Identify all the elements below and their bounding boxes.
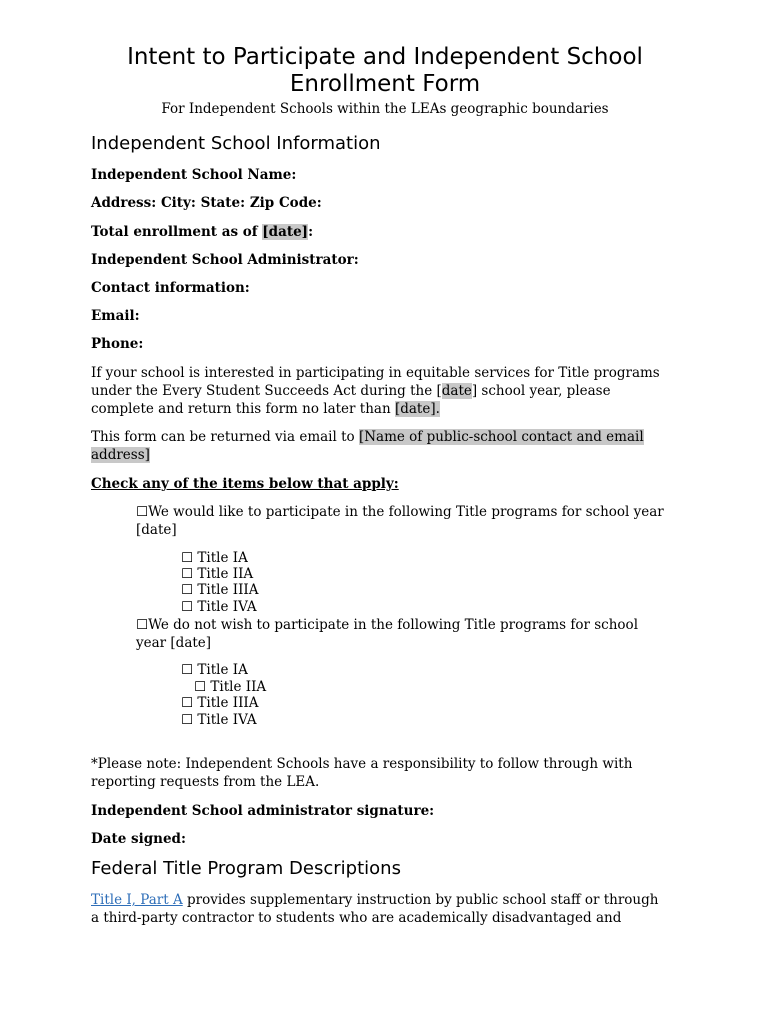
field-administrator: Independent School Administrator:: [91, 252, 359, 268]
participate-checkbox[interactable]: ☐: [136, 504, 149, 520]
participate-label-line-2: [date]: [136, 522, 177, 538]
title-label: Title IA: [197, 662, 248, 678]
contact-placeholder-2: address]: [91, 447, 150, 463]
title-checkbox[interactable]: ☐: [181, 712, 194, 728]
title-checkbox[interactable]: ☐: [194, 679, 207, 695]
note-line-2: reporting requests from the LEA.: [91, 774, 320, 790]
enrollment-suffix: :: [308, 224, 314, 240]
title-checkbox[interactable]: ☐: [181, 662, 194, 678]
desc-line-1-rest: provides supplementary instruction by public school staff or through: [182, 892, 659, 908]
title-label: Title IVA: [197, 712, 257, 728]
title-label: Title IIA: [210, 679, 267, 695]
decline-label: We do not wish to participate in the following Title programs for school: [148, 617, 639, 633]
title-checkbox[interactable]: ☐: [181, 550, 194, 566]
field-address: Address: City: State: Zip Code:: [91, 195, 322, 211]
return-line-1: [91, 428, 691, 446]
intro-line-3: [91, 400, 691, 418]
option-participate: [136, 503, 736, 521]
section-heading-program-descriptions: Federal Title Program Descriptions: [91, 858, 401, 879]
intro-line-2-b: ] school year, please: [471, 383, 611, 399]
intro-line-1: If your school is interested in participating in equitable services for Title programs: [91, 365, 660, 381]
enrollment-date-placeholder: [date]: [262, 224, 309, 240]
intro-line-3-a: complete and return this form no later than: [91, 401, 395, 417]
title-label: Title IIIA: [197, 582, 259, 598]
return-line-2: [91, 446, 691, 464]
contact-placeholder-1: [Name of public-school contact and email: [358, 429, 644, 445]
option-decline: [136, 616, 736, 634]
title-line-1: Intent to Participate and Independent School: [127, 44, 643, 70]
intro-date-placeholder: date: [441, 383, 472, 399]
decline-title-iiia: [181, 694, 770, 712]
check-items-heading: Check any of the items below that apply:: [91, 476, 399, 492]
decline-checkbox[interactable]: ☐: [136, 617, 149, 633]
section-heading-school-info: Independent School Information: [91, 133, 381, 154]
page-subtitle: For Independent Schools within the LEAs geographic boundaries: [161, 101, 609, 117]
title-line-2: Enrollment Form: [289, 71, 481, 97]
title-label: Title IIA: [197, 566, 254, 582]
title-checkbox[interactable]: ☐: [181, 599, 194, 615]
title-checkbox[interactable]: ☐: [181, 582, 194, 598]
field-contact: Contact information:: [91, 280, 250, 296]
decline-title-ia: [181, 661, 770, 679]
date-signed-label: Date signed:: [91, 831, 186, 847]
field-school-name: Independent School Name:: [91, 167, 297, 183]
deadline-date-placeholder: [date].: [394, 401, 440, 417]
decline-title-iva: [181, 711, 770, 729]
page-title: [80, 44, 690, 98]
signature-label: Independent School administrator signature:: [91, 803, 435, 819]
note-line-1: *Please note: Independent Schools have a responsibility to follow through with: [91, 756, 633, 772]
participate-label: We would like to participate in the following Title programs for school year: [148, 504, 664, 520]
decline-label-line-2: year [date]: [136, 635, 212, 651]
field-phone: Phone:: [91, 336, 144, 352]
return-text: This form can be returned via email to: [91, 429, 359, 445]
participate-title-iiia: [181, 581, 770, 599]
title-checkbox[interactable]: ☐: [181, 566, 194, 582]
title-label: Title IIIA: [197, 695, 259, 711]
participate-title-iva: [181, 598, 770, 616]
title-checkbox[interactable]: ☐: [181, 695, 194, 711]
intro-line-2: [91, 382, 691, 400]
title-i-part-a-link[interactable]: Title I, Part A: [91, 892, 183, 908]
enrollment-prefix: Total enrollment as of: [91, 224, 263, 240]
field-enrollment: [91, 223, 691, 241]
title-label: Title IVA: [197, 599, 257, 615]
field-email: Email:: [91, 308, 140, 324]
intro-line-2-a: under the Every Student Succeeds Act during the [: [91, 383, 442, 399]
desc-line-1: [91, 891, 691, 909]
title-label: Title IA: [197, 550, 248, 566]
desc-line-2: a third-party contractor to students who are academically disadvantaged and: [91, 910, 622, 926]
